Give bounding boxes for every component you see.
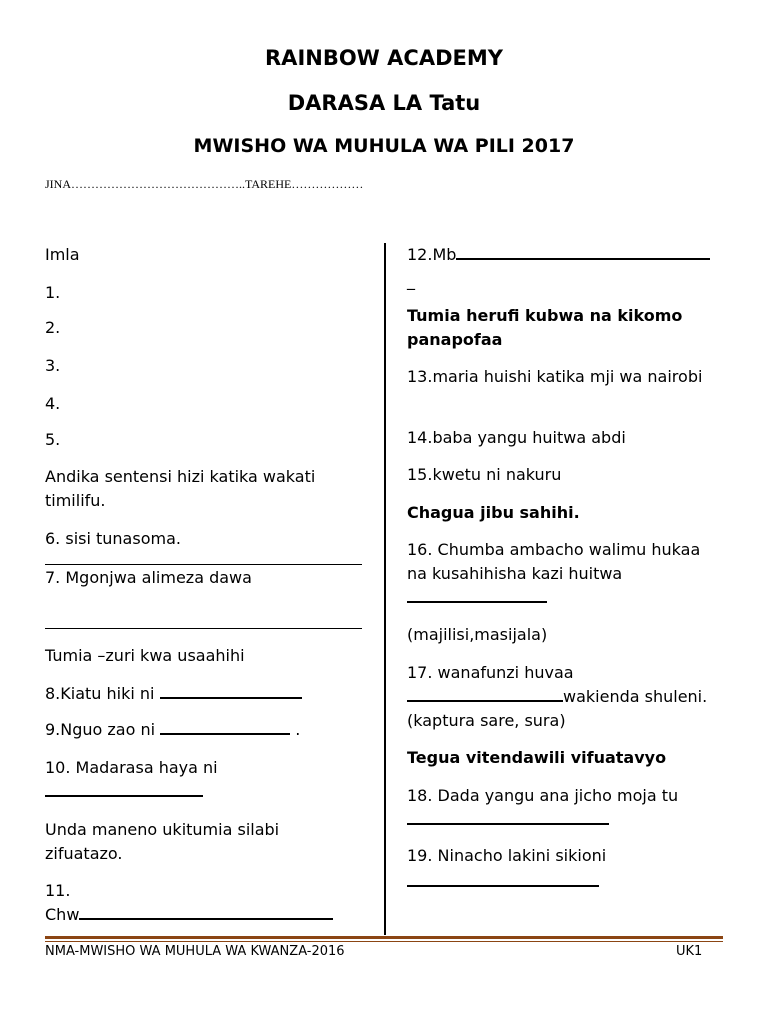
- question-9-end: .: [295, 720, 301, 739]
- question-14: 14.baba yangu huitwa abdi: [407, 428, 626, 447]
- question-15: 15.kwetu ni nakuru: [407, 465, 562, 484]
- class-title: DARASA LA Tatu: [287, 91, 481, 115]
- question-16-text: 16. Chumba ambacho walimu hukaa na kusahihisha kazi huitwa: [407, 540, 701, 583]
- answer-line-10: [45, 780, 203, 804]
- footer-rule-thick: [45, 936, 723, 939]
- question-12: [407, 243, 710, 267]
- page-number: UK1: [676, 944, 703, 959]
- answer-line-18: [407, 808, 609, 832]
- footer-text: NMA-MWISHO WA MUHULA WA KWANZA-2016: [45, 944, 345, 959]
- answer-blank-11: [79, 904, 333, 920]
- exam-title: MWISHO WA MUHULA WA PILI 2017: [193, 135, 575, 157]
- answer-blank-18: [407, 809, 609, 825]
- answer-blank-19: [407, 871, 599, 887]
- instruction-unda: Unda maneno ukitumia silabi zifuatazo.: [45, 820, 280, 863]
- question-11-text: Chw: [45, 905, 80, 924]
- imla-item-4: 4.: [45, 394, 61, 413]
- school-title: RAINBOW ACADEMY: [265, 46, 503, 70]
- instruction-andika: Andika sentensi hizi katika wakati timilifu.: [45, 467, 316, 510]
- question-7: 7. Mgonjwa alimeza dawa: [45, 568, 252, 587]
- question-10: 10. Madarasa haya ni: [45, 758, 218, 777]
- question-17-end: wakienda shuleni. (kaptura sare, sura): [407, 687, 708, 730]
- imla-item-5: 5.: [45, 430, 61, 449]
- answer-line-6: [45, 564, 362, 565]
- question-6: 6. sisi tunasoma.: [45, 529, 181, 548]
- imla-item-2: 2.: [45, 318, 61, 337]
- answer-line-7: [45, 628, 362, 629]
- imla-item-3: 3.: [45, 356, 61, 375]
- footer-rule-thin: [45, 941, 723, 942]
- question-12-text: 12.Mb: [407, 245, 457, 264]
- column-divider: [384, 243, 386, 935]
- answer-line-19: [407, 870, 599, 894]
- question-8: [45, 682, 302, 706]
- question-13: 13.maria huishi katika mji wa nairobi: [407, 367, 703, 386]
- answer-blank-10: [45, 781, 203, 797]
- answer-blank-16: [407, 587, 547, 603]
- question-19: 19. Ninacho lakini sikioni: [407, 846, 607, 865]
- question-16-options: (majilisi,masijala): [407, 625, 548, 644]
- question-17-continuation: [407, 685, 722, 733]
- question-11: [45, 903, 333, 927]
- question-9-text: 9.Nguo zao ni: [45, 720, 156, 739]
- question-12-continuation: _: [407, 271, 415, 290]
- imla-item-1: 1.: [45, 283, 61, 302]
- instruction-herufi: Tumia herufi kubwa na kikomo panapofaa: [407, 306, 683, 349]
- question-11-number: 11.: [45, 881, 71, 900]
- section-imla: Imla: [45, 245, 80, 264]
- answer-blank-9: [160, 719, 290, 735]
- question-9: [45, 718, 300, 742]
- instruction-tumia-zuri: Tumia –zuri kwa usaahihi: [45, 646, 245, 665]
- question-18: 18. Dada yangu ana jicho moja tu: [407, 786, 679, 805]
- question-16: [407, 538, 707, 610]
- instruction-tegua: Tegua vitendawili vifuatavyo: [407, 748, 667, 767]
- answer-blank-17: [407, 686, 563, 702]
- question-17: 17. wanafunzi huvaa: [407, 663, 574, 682]
- answer-blank-8: [160, 683, 302, 699]
- name-date-line: JINA……………………………………..TAREHE………………: [45, 177, 364, 191]
- question-8-text: 8.Kiatu hiki ni: [45, 684, 155, 703]
- instruction-chagua: Chagua jibu sahihi.: [407, 503, 580, 522]
- answer-blank-12: [456, 244, 710, 260]
